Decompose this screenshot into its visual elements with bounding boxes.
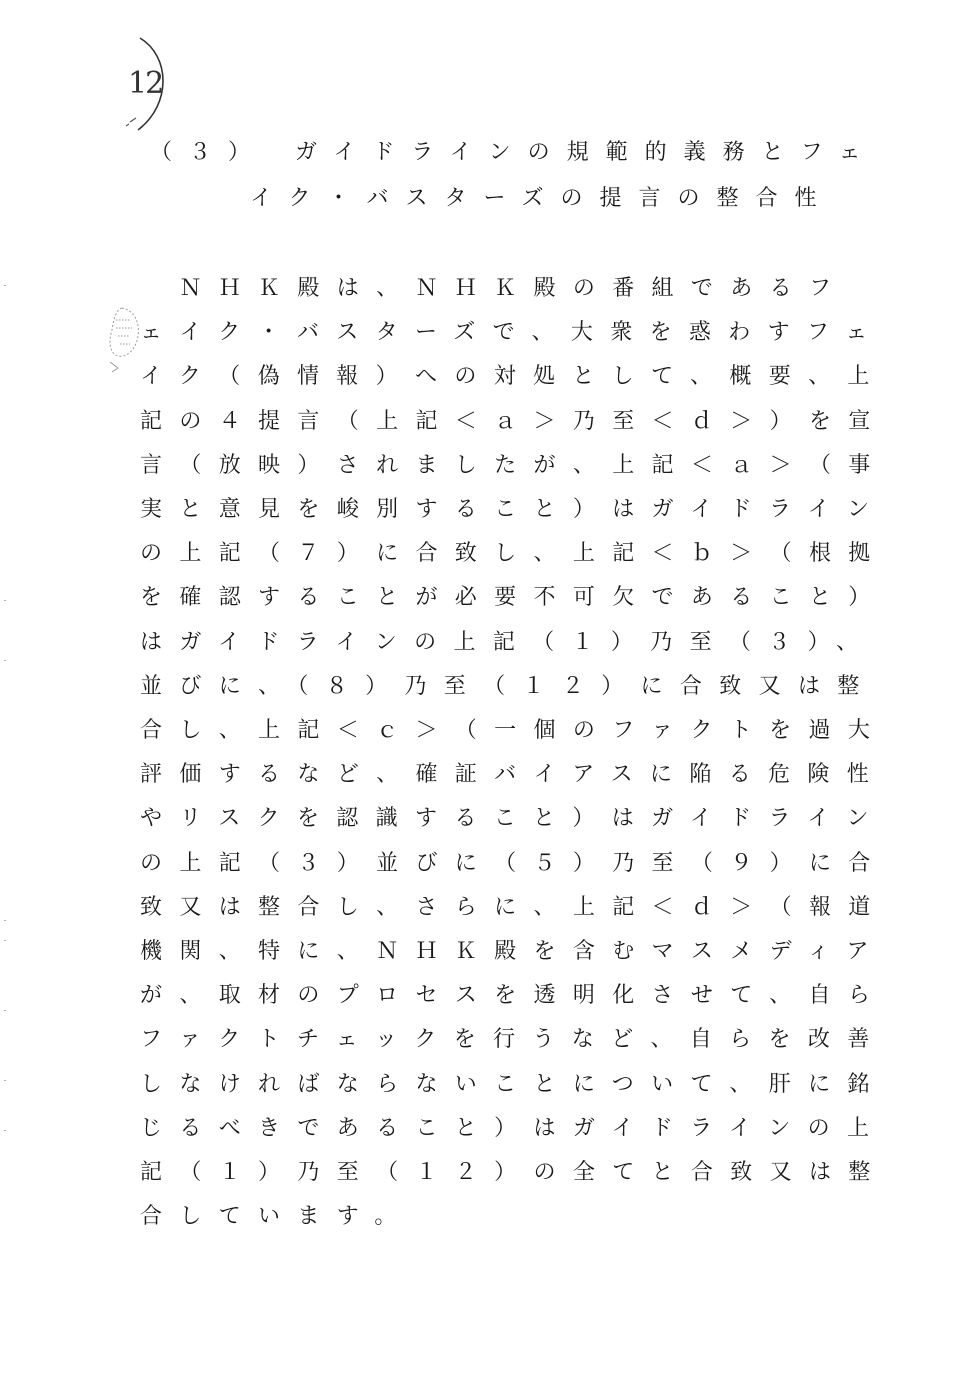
section-heading-line-2: イク・バスターズの提言の整合性 bbox=[250, 186, 834, 211]
body-line: 実と意見を峻別すること）はガイドライン bbox=[140, 497, 887, 522]
body-line: の上記（３）並びに（５）乃至（９）に合 bbox=[140, 850, 888, 876]
section-heading-line-1: （３） ガイドラインの規範的義務とフェ bbox=[150, 140, 878, 165]
body-line: じるべきであること）はガイドラインの上 bbox=[140, 1115, 887, 1141]
body-line: 合し、上記＜ｃ＞（一個のファクトを過大 bbox=[140, 718, 888, 743]
body-line: を確認することが必要不可欠であること） bbox=[140, 585, 888, 611]
page-number: 12 bbox=[128, 66, 163, 101]
body-line: 機関、特に、ＮＨＫ殿を含むマスメディア bbox=[140, 939, 886, 964]
body-line: ＮＨＫ殿は、ＮＨＫ殿の番組であるフ bbox=[140, 276, 849, 301]
body-line: しなければならないことについて、肝に銘 bbox=[140, 1071, 887, 1097]
body-line: ファクトチェックを行うなど、自らを改善 bbox=[140, 1027, 887, 1053]
body-line: 合しています。 bbox=[140, 1204, 414, 1230]
body-line: が、取材のプロセスを透明化させて、自ら bbox=[140, 983, 888, 1009]
body-line: 致又は整合し、さらに、上記＜ｄ＞（報道 bbox=[140, 894, 888, 920]
body-line: 並びに、（８）乃至（１２）に合致又は整 bbox=[140, 673, 877, 699]
body-line: イク（偽情報）への対処として、概要、上 bbox=[140, 364, 887, 390]
scan-edge-marks bbox=[0, 0, 12, 1385]
body-line: 記（１）乃至（１２）の全てと合致又は整 bbox=[140, 1160, 888, 1185]
body-line: 言（放映）されましたが、上記＜ａ＞（事 bbox=[140, 452, 888, 478]
body-line: はガイドラインの上記（１）乃至（３）、 bbox=[140, 629, 876, 655]
body-line: やリスクを認識すること）はガイドライン bbox=[140, 806, 886, 832]
body-line: の上記（７）に合致し、上記＜ｂ＞（根拠 bbox=[140, 541, 888, 567]
body-line: ェイク・バスターズで、大衆を惑わすフェ bbox=[140, 320, 885, 346]
body-line: 評価するなど、確証バイアスに陥る危険性 bbox=[140, 762, 887, 788]
body-line: 記の４提言（上記＜ａ＞乃至＜ｄ＞）を宣 bbox=[140, 408, 888, 434]
